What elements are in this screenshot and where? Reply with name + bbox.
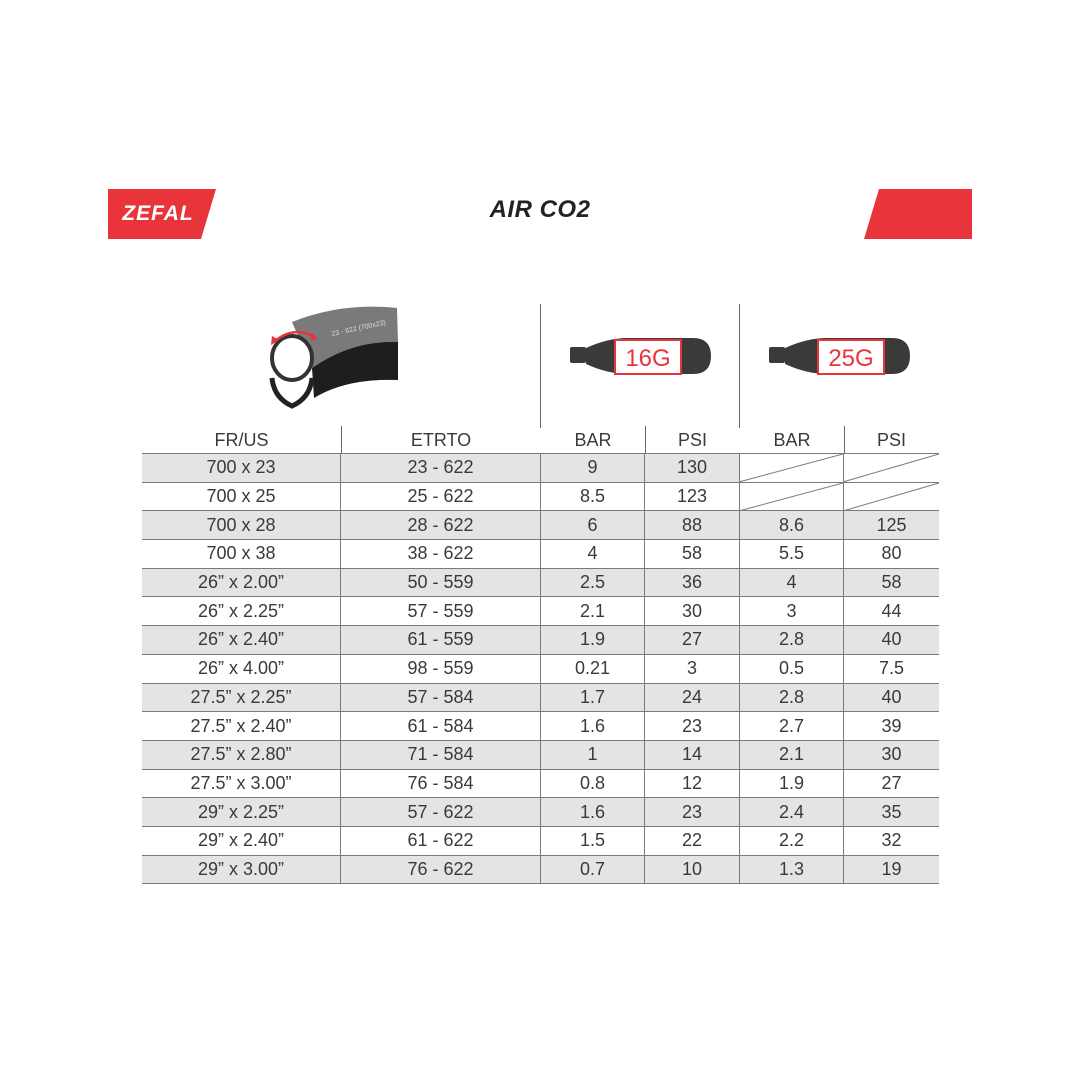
psi-25g-cell: 40 <box>881 686 902 707</box>
psi-16g-cell: 123 <box>645 483 740 511</box>
size-cell: 29” x 2.25” <box>142 798 341 826</box>
psi-16g-cell: 3 <box>645 655 740 683</box>
bar-25g-cell: 3 <box>740 597 844 625</box>
etrto-cell: 23 - 622 <box>341 454 541 482</box>
psi-16g-cell: 130 <box>645 454 740 482</box>
bar-25g-cell: 8.6 <box>740 511 844 539</box>
psi-25g-cell: 58 <box>881 572 902 593</box>
header-divider <box>739 304 740 428</box>
psi-25g-cell: 35 <box>881 801 902 822</box>
cartridge-16g-label: 16G <box>614 339 682 375</box>
size-cell: 27.5” x 2.40” <box>142 712 341 740</box>
bar-25g-cell: 2.1 <box>740 741 844 769</box>
table-row <box>142 741 939 770</box>
pressure-table <box>142 453 939 884</box>
col-header-bar-16g: BAR <box>574 430 612 450</box>
bar-25g-cell: 4 <box>740 569 844 597</box>
psi-16g-cell: 24 <box>645 684 740 712</box>
bar-16g-cell: 1.9 <box>541 626 645 654</box>
psi-25g-cell: 125 <box>876 514 907 535</box>
psi-25g-cell: 7.5 <box>878 658 905 679</box>
etrto-cell: 57 - 622 <box>341 798 541 826</box>
tire-cross-section-icon <box>262 300 407 420</box>
size-cell: 27.5” x 3.00” <box>142 770 341 798</box>
psi-25g-cell: 39 <box>881 715 902 736</box>
psi-16g-cell: 22 <box>645 827 740 855</box>
bar-16g-cell: 6 <box>541 511 645 539</box>
bar-25g-cell: 1.9 <box>740 770 844 798</box>
table-row <box>142 569 939 598</box>
bar-25g-cell: 2.7 <box>740 712 844 740</box>
psi-25g-cell: 27 <box>881 772 902 793</box>
page-title: AIR CO2 <box>489 196 591 223</box>
table-row <box>142 626 939 655</box>
size-cell: 26” x 4.00” <box>142 655 341 683</box>
etrto-cell: 71 - 584 <box>341 741 541 769</box>
table-row <box>142 798 939 827</box>
bar-16g-cell: 2.1 <box>541 597 645 625</box>
psi-25g-cell: 40 <box>881 629 902 650</box>
etrto-cell: 76 - 584 <box>341 770 541 798</box>
not-applicable-cell <box>740 454 844 482</box>
header-divider <box>540 304 541 428</box>
brand-logo: ZEFAL <box>122 202 194 225</box>
size-cell: 26” x 2.00” <box>142 569 341 597</box>
bar-25g-cell: 2.2 <box>740 827 844 855</box>
etrto-cell: 61 - 584 <box>341 712 541 740</box>
psi-16g-cell: 36 <box>645 569 740 597</box>
col-header-divider <box>645 426 646 453</box>
psi-16g-cell: 23 <box>645 712 740 740</box>
size-cell: 700 x 23 <box>142 454 341 482</box>
bar-16g-cell: 4 <box>541 540 645 568</box>
tire-print: 23 - 622 (700x23) <box>330 319 387 338</box>
size-cell: 700 x 38 <box>142 540 341 568</box>
bar-16g-cell: 1.5 <box>541 827 645 855</box>
bar-25g-cell: 2.8 <box>740 684 844 712</box>
psi-25g-cell: 30 <box>881 744 902 765</box>
not-applicable-cell <box>740 483 844 511</box>
bar-16g-cell: 9 <box>541 454 645 482</box>
size-cell: 26” x 2.25” <box>142 597 341 625</box>
etrto-cell: 61 - 622 <box>341 827 541 855</box>
etrto-cell: 98 - 559 <box>341 655 541 683</box>
psi-25g-cell: 44 <box>881 600 902 621</box>
table-row <box>142 454 939 483</box>
bar-16g-cell: 2.5 <box>541 569 645 597</box>
brand-banner-left <box>108 189 216 239</box>
cartridge-25g-label: 25G <box>817 339 885 375</box>
psi-25g-cell: 80 <box>881 543 902 564</box>
bar-16g-cell: 0.8 <box>541 770 645 798</box>
etrto-cell: 50 - 559 <box>341 569 541 597</box>
etrto-cell: 57 - 559 <box>341 597 541 625</box>
not-applicable-cell <box>844 483 939 511</box>
psi-16g-cell: 27 <box>645 626 740 654</box>
col-header-psi-16g: PSI <box>677 430 707 450</box>
bar-25g-cell: 1.3 <box>740 856 844 884</box>
table-row <box>142 597 939 626</box>
col-header-bar-25g: BAR <box>773 430 811 450</box>
bar-16g-cell: 0.7 <box>541 856 645 884</box>
size-cell: 26” x 2.40” <box>142 626 341 654</box>
bar-25g-cell: 2.4 <box>740 798 844 826</box>
psi-16g-cell: 88 <box>645 511 740 539</box>
psi-16g-cell: 10 <box>645 856 740 884</box>
bar-16g-cell: 1.6 <box>541 712 645 740</box>
psi-16g-cell: 58 <box>645 540 740 568</box>
table-row <box>142 770 939 799</box>
psi-16g-cell: 30 <box>645 597 740 625</box>
size-cell: 27.5” x 2.25” <box>142 684 341 712</box>
table-row <box>142 511 939 540</box>
col-header-psi-25g: PSI <box>876 430 906 450</box>
col-header-etrto: ETRTO <box>410 430 472 450</box>
etrto-cell: 28 - 622 <box>341 511 541 539</box>
bar-16g-cell: 1.7 <box>541 684 645 712</box>
bar-16g-cell: 0.21 <box>541 655 645 683</box>
table-row <box>142 684 939 713</box>
banner-shape <box>864 189 972 239</box>
not-applicable-cell <box>844 454 939 482</box>
bar-16g-cell: 8.5 <box>541 483 645 511</box>
brand-banner-right <box>864 189 972 239</box>
psi-16g-cell: 14 <box>645 741 740 769</box>
table-row <box>142 540 939 569</box>
col-header-divider <box>341 426 342 453</box>
size-cell: 700 x 28 <box>142 511 341 539</box>
col-header-divider <box>844 426 845 453</box>
size-cell: 27.5” x 2.80” <box>142 741 341 769</box>
table-row <box>142 483 939 512</box>
psi-25g-cell: 32 <box>881 830 902 851</box>
table-row <box>142 655 939 684</box>
table-row <box>142 856 939 885</box>
bar-16g-cell: 1 <box>541 741 645 769</box>
etrto-cell: 57 - 584 <box>341 684 541 712</box>
col-header-fr-us: FR/US <box>214 430 269 450</box>
table-row <box>142 827 939 856</box>
psi-16g-cell: 23 <box>645 798 740 826</box>
bar-25g-cell: 2.8 <box>740 626 844 654</box>
psi-25g-cell: 19 <box>881 858 902 879</box>
etrto-cell: 25 - 622 <box>341 483 541 511</box>
bar-25g-cell: 5.5 <box>740 540 844 568</box>
etrto-cell: 38 - 622 <box>341 540 541 568</box>
bar-16g-cell: 1.6 <box>541 798 645 826</box>
size-cell: 700 x 25 <box>142 483 341 511</box>
etrto-cell: 61 - 559 <box>341 626 541 654</box>
psi-16g-cell: 12 <box>645 770 740 798</box>
table-row <box>142 712 939 741</box>
size-cell: 29” x 2.40” <box>142 827 341 855</box>
etrto-cell: 76 - 622 <box>341 856 541 884</box>
bar-25g-cell: 0.5 <box>740 655 844 683</box>
size-cell: 29” x 3.00” <box>142 856 341 884</box>
